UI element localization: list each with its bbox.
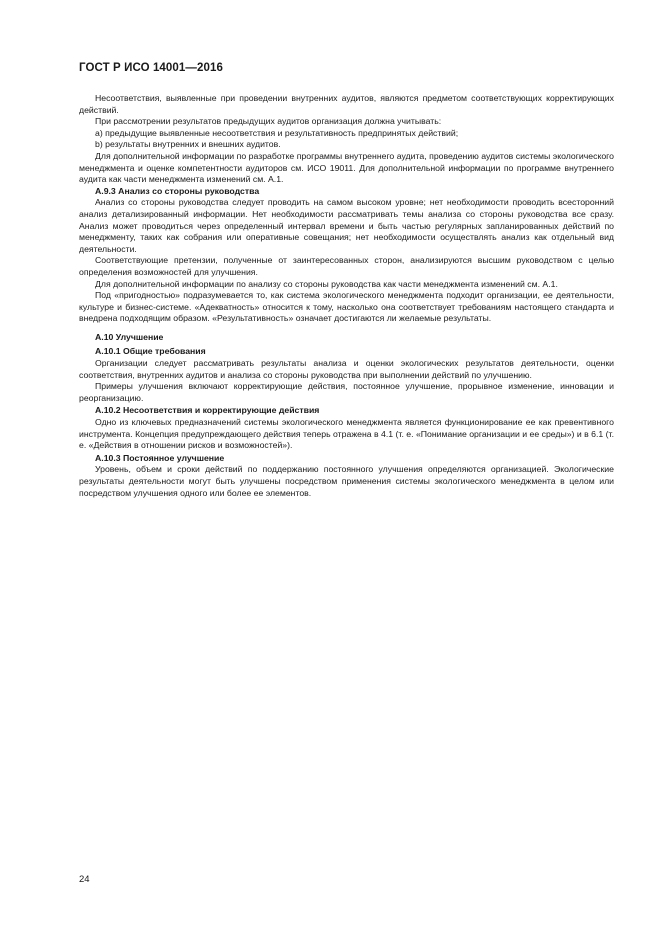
paragraph: Несоответствия, выявленные при проведении внутренних аудитов, являются предметом соответствующих корректирующих действий. [79,93,614,115]
paragraph: При рассмотрении результатов предыдущих аудитов организация должна учитывать: [95,116,442,127]
document-body [79,93,614,499]
paragraph: Для дополнительной информации по разработке программы внутреннего аудита, проведению аудитов системы экологического менеджмента и оценке компетентности аудиторов см. ИСО 19011. Для дополнительной информации по программе внутреннего аудита как части менеджмента изменений см. А.1. [79,150,614,185]
list-item: b) результаты внутренних и внешних аудитов. [95,139,281,150]
paragraph: Одно из ключевых предназначений системы экологического менеджмента является функционирование ее как превентивного инструмента. Концепция предупреждающего действия теперь отражена в 4.1 (т. е. «Понимание организации и ее среды») и в 6.1 (т. е. «Действия в отношении рисков и возможностей»). [79,417,614,451]
section-heading-a93: A.9.3 Анализ со стороны руководства [95,185,260,196]
section-heading-a101: A.10.1 Общие требования [95,346,206,357]
paragraph: Для дополнительной информации по анализу со стороны руководства как части менеджмента изменений см. А.1. [95,278,558,289]
section-heading-a10: A.10 Улучшение [95,331,164,342]
paragraph: Под «пригодностью» подразумевается то, как система экологического менеджмента подходит организации, ее деятельности, культуре и бизнес-системе. «Адекватность» относится к тому, насколько она соответствует требованиям настоящего стандарта и внедрена подходящим образом. «Результативность» означает достигаются ли желаемые результаты. [79,290,614,324]
paragraph: Соответствующие претензии, полученные от заинтересованных сторон, анализируются высшим руководством с целью определения возможностей для улучшения. [79,255,614,277]
section-heading-a102: A.10.2 Несоответствия и корректирующие действия [95,405,320,416]
paragraph: Организации следует рассматривать результаты анализа и оценки экологических результатов деятельности, оценки соответствия, внутренних аудитов и анализа со стороны руководства при выполнении действий по улучшению. [79,358,614,380]
list-item: a) предыдущие выявленные несоответствия и результативность предпринятых действий; [95,127,459,138]
paragraph: Уровень, объем и сроки действий по поддержанию постоянного улучшения определяются организацией. Экологические результаты деятельности могут быть улучшены посредством применения системы экологического менеджмента в целом или посредством улучшения одного или более ее элементов. [79,464,614,498]
paragraph: Примеры улучшения включают корректирующие действия, постоянное улучшение, прорывное изменение, инновации и реорганизацию. [79,381,614,403]
section-heading-a103: A.10.3 Постоянное улучшение [95,452,225,463]
standard-header: ГОСТ Р ИСО 14001—2016 [79,62,224,74]
page-number: 24 [79,874,90,885]
paragraph: Анализ со стороны руководства следует проводить на самом высоком уровне; нет необходимости проводить всесторонний анализ детализированный информации. Нет необходимости рассматривать темы анализа со стороны руководства все сразу. Анализ может проводиться через определенный интервал времени и быть частью регулярных запланированных действий по менеджменту, таких как собрания или оперативные совещания; нет необходимости осуществлять анализ как отдельный вид деятельности. [79,197,614,254]
